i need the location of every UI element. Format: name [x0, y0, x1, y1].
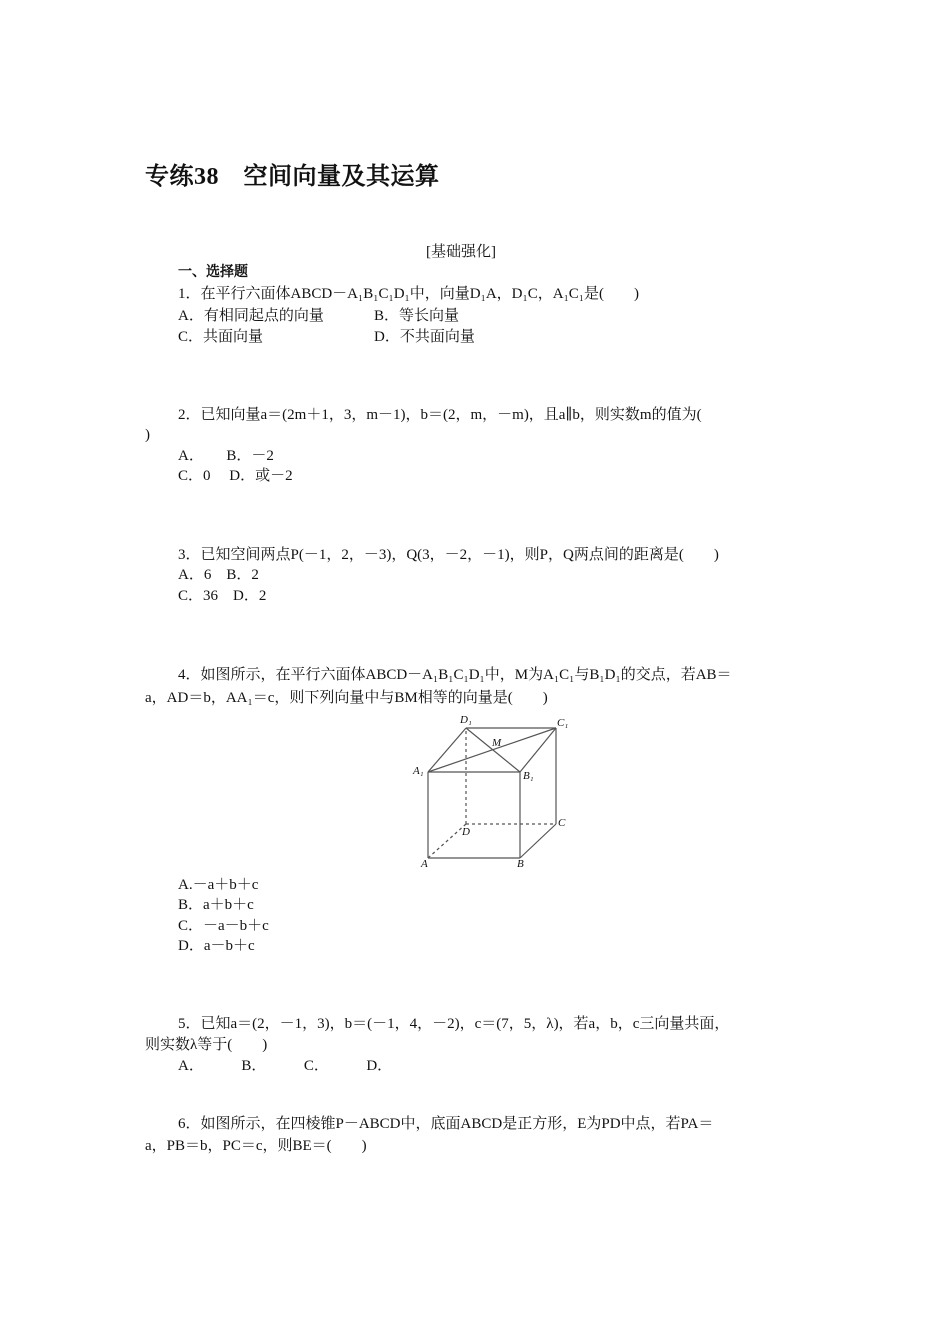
label-b1: B₁: [523, 770, 534, 782]
label-c: C: [558, 817, 566, 829]
label-a: A: [421, 858, 428, 870]
question-4-option-b: B．a＋b＋c: [178, 897, 254, 913]
page-title: 专练38 空间向量及其运算: [145, 164, 440, 190]
question-5-stem: 5．已知a＝(2，－1，3)，b＝(－1，4，－2)，c＝(7，5，λ)，若a，b，c三向量共面，: [178, 1016, 730, 1032]
label-m: M: [492, 737, 502, 749]
label-c1: C₁: [557, 717, 569, 729]
question-2-stem: 2．已知向量a＝(2m＋1，3，m－1)，b＝(2，m，－m)，且a∥b，则实数m的值为(: [178, 407, 702, 423]
question-4-option-a: A.－a＋b＋c: [178, 877, 259, 893]
section-header: [基础强化]: [426, 244, 496, 260]
question-1-stem: 1．在平行六面体ABCD－A₁B₁C₁D₁中，向量D₁A，D₁C，A₁C₁是( ): [178, 286, 640, 302]
question-5-stem-cont: 则实数λ等于( ): [145, 1037, 268, 1053]
label-d1: D₁: [460, 714, 472, 726]
question-2-options-cd: C．0 D．或－2: [178, 468, 293, 484]
question-2-stem-cont: ): [145, 427, 150, 443]
question-3-stem: 3．已知空间两点P(－1，2，－3)，Q(3，－2，－1)，则P，Q两点间的距离是( ): [178, 547, 719, 563]
question-1-option-d: D．不共面向量: [374, 329, 475, 345]
question-4-stem-cont: a，AD＝b，AA₁＝c，则下列向量中与BM相等的向量是( ): [145, 690, 548, 706]
question-3-options-ab: A．6 B．2: [178, 567, 259, 583]
question-1-option-a: A．有相同起点的向量: [178, 308, 324, 324]
label-d: D: [462, 826, 470, 838]
label-a1: A₁: [413, 765, 424, 777]
question-1-option-b: B．等长向量: [374, 308, 460, 324]
question-3-options-cd: C．36 D．2: [178, 588, 267, 604]
parallelepiped-figure: [410, 712, 580, 872]
question-4-option-c: C．－a－b＋c: [178, 918, 269, 934]
question-6-stem-cont: a，PB＝b，PC＝c，则BE＝( ): [145, 1138, 367, 1154]
question-6-stem: 6．如图所示，在四棱锥P－ABCD中，底面ABCD是正方形，E为PD中点，若PA＝: [178, 1116, 714, 1132]
question-4-stem: 4．如图所示，在平行六面体ABCD－A₁B₁C₁D₁中，M为A₁C₁与B₁D₁的交点，若AB＝: [178, 667, 732, 683]
label-b: B: [517, 858, 524, 870]
question-1-option-c: C．共面向量: [178, 329, 264, 345]
question-5-options: A． B． C． D．: [178, 1058, 393, 1074]
question-4-option-d: D．a－b＋c: [178, 938, 255, 954]
question-2-options-ab: A． B．－2: [178, 448, 274, 464]
section-one-heading: 一、选择题: [178, 264, 248, 280]
